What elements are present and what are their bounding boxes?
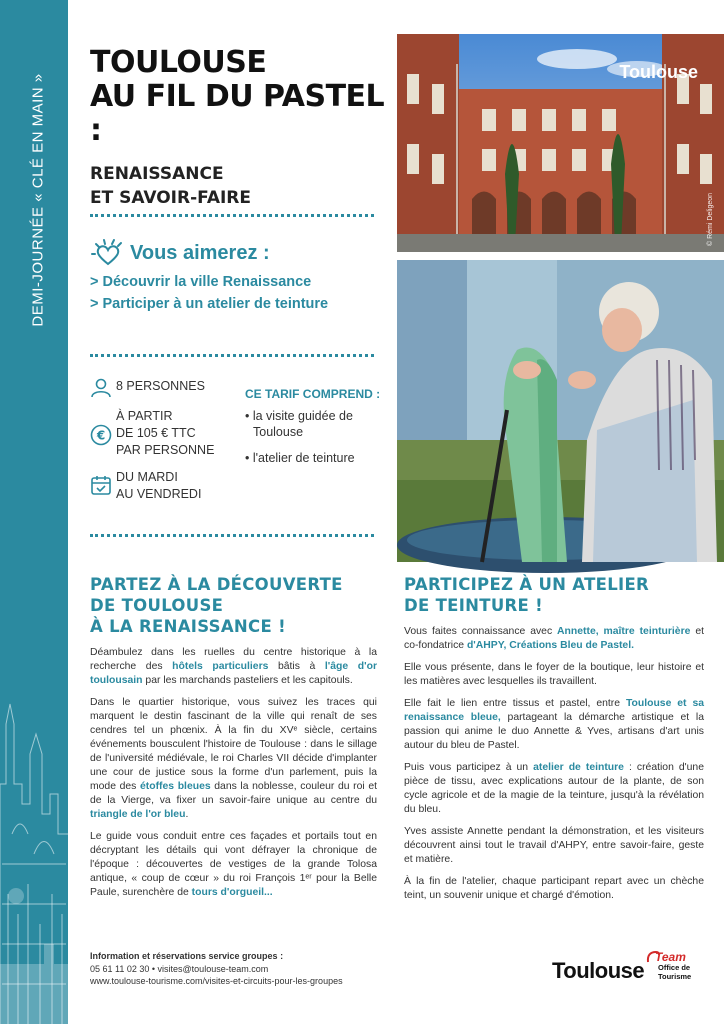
page-subtitle (90, 162, 390, 210)
euro-icon (90, 424, 112, 446)
footer-title: Information et réservations service groupes : (90, 951, 284, 961)
atelier-section (404, 574, 704, 911)
price-line1: À PARTIR (116, 409, 173, 423)
brand-office: Office de Tourisme (658, 963, 692, 981)
atelier-paragraph-5: Yves assiste Annette pendant la démonstration, et les visiteurs découvrent ainsi tout le travail d'AHPY, entre savoir-faire, geste et matière. (404, 826, 704, 865)
page-title-line1: TOULOUSE (90, 45, 267, 80)
renaissance-heading-line3: À LA RENAISSANCE ! (90, 617, 286, 636)
highlights-block (90, 238, 390, 312)
renaissance-paragraph-3: Le guide vous conduit entre ces façades et portails tout en décryptant les détails qui vont défrayer la chronique de l'époque : découvertes de vestiges de la grande Tolosa antique, « coup de cœur » du roi François 1ᵉʳ pour la Belle Paule, surenchère de tours d'orgueil... (90, 831, 377, 898)
info-block (90, 378, 240, 513)
toulouse-logo: Toulouse (619, 62, 698, 82)
person-icon (90, 378, 112, 398)
tarif-block (245, 386, 385, 476)
subtitle-line2: ET SAVOIR-FAIRE (90, 188, 252, 208)
brand-name: Toulouse (552, 958, 645, 983)
price-info (116, 408, 214, 459)
dotted-divider (90, 354, 374, 357)
photo2-credit: © Marie-Lise Gouthier (377, 473, 384, 542)
group-size: 8 PERSONNES (116, 379, 205, 393)
atelier-heading (404, 574, 704, 616)
dye-workshop-image (397, 260, 724, 562)
atelier-heading-line2: DE TEINTURE ! (404, 596, 543, 615)
renaissance-section (90, 574, 377, 908)
toulouse-team-logo (552, 948, 702, 988)
subtitle-line1: RENAISSANCE (90, 164, 224, 184)
footer-url[interactable]: www.toulouse-tourisme.com/visites-et-circuits-pour-les-groupes (90, 976, 343, 986)
price-line2: DE 105 € TTC (116, 426, 196, 440)
sidebar-label: DEMI-JOURNÉE « CLÉ EN MAIN » (29, 73, 47, 327)
renaissance-heading (90, 574, 377, 637)
atelier-heading-line1: PARTICIPEZ À UN ATELIER (404, 575, 650, 594)
atelier-paragraph-4: Puis vous participez à un atelier de teinture : création d'une pièce de tissu, avec explications autour de la plante, de son cycle agricole et de la magie de la teinture, jusqu'à la révélation du bleu. (404, 762, 704, 815)
days-line2: AU VENDREDI (116, 487, 202, 501)
days-info (116, 469, 201, 503)
highlights-title: Vous aimerez : (130, 241, 270, 264)
renaissance-heading-line2: DE TOULOUSE (90, 596, 224, 615)
highlight-item-atelier: > Participer à un atelier de teinture (90, 296, 329, 312)
atelier-paragraph-6: À la fin de l'atelier, chaque participant repart avec un chèche teint, un souvenir unique et chargé d'émotion. (404, 876, 704, 901)
days-line1: DU MARDI (116, 470, 178, 484)
dotted-divider (90, 214, 374, 217)
renaissance-paragraph-1: Déambulez dans les ruelles du centre historique à la recherche des hôtels particuliers bâtis à l'âge d'or toulousain par les marchands pasteliers et les capitouls. (90, 647, 377, 686)
footer-phone-email[interactable]: 05 61 11 02 30 • visites@toulouse-team.com (90, 963, 269, 974)
brand-team: Team (655, 950, 686, 964)
atelier-paragraph-1: Vous faites connaissance avec Annette, maître teinturière et co-fondatrice d'AHPY, Créations Bleu de Pastel. (404, 626, 704, 651)
title-block (90, 46, 390, 210)
sidebar (0, 0, 68, 1024)
tarif-item-atelier: • l'atelier de teinture (245, 451, 355, 465)
renaissance-paragraph-2: Dans le quartier historique, vous suivez les traces qui marquent le destin fascinant de la ville qui renaît de ses cendres tel un phœnix. À la fin du XVᵉ siècle, certains événements bousculent l'histoire de Toulouse : dans le sillage de l'université médiévale, le roi Charles VII décide d'implanter une cour de justice sous la forme d'un parlement, puis la mode des étoffes bleues dans la noblesse, couleur du roi et de la Vierge, va fixer un savoir-faire unique au centre du triangle de l'or bleu. (90, 697, 377, 820)
svg-text:€: € (96, 428, 106, 443)
dotted-divider (90, 534, 374, 537)
heart-icon (90, 238, 126, 268)
highlight-item-renaissance: > Découvrir la ville Renaissance (90, 274, 312, 290)
photo-courtyard (397, 34, 724, 252)
atelier-paragraph-2: Elle vous présente, dans le foyer de la boutique, leur histoire et les matières avec lesquelles ils travaillent. (404, 662, 704, 687)
tarif-title: CE TARIF COMPREND : (245, 387, 381, 401)
price-line3: PAR PERSONNE (116, 443, 215, 457)
page-title-line2: AU FIL DU PASTEL : (90, 79, 385, 148)
footer-contact (90, 950, 420, 988)
city-skyline-illustration (0, 664, 68, 1024)
photo1-credit: © Rémi Deligeon (707, 192, 714, 246)
renaissance-heading-line1: PARTEZ À LA DÉCOUVERTE (90, 575, 343, 594)
tarif-item-visite: • la visite guidée de Toulouse (245, 409, 353, 439)
atelier-paragraph-3: Elle fait le lien entre tissus et pastel, entre Toulouse et sa renaissance bleue, partageant la démarche artistique et la passion qui anime le duo Annette & Yves, artisans d'art unis autour du bleu de Pastel. (404, 698, 704, 751)
calendar-icon (90, 474, 112, 496)
photo-dye-workshop (377, 260, 724, 562)
